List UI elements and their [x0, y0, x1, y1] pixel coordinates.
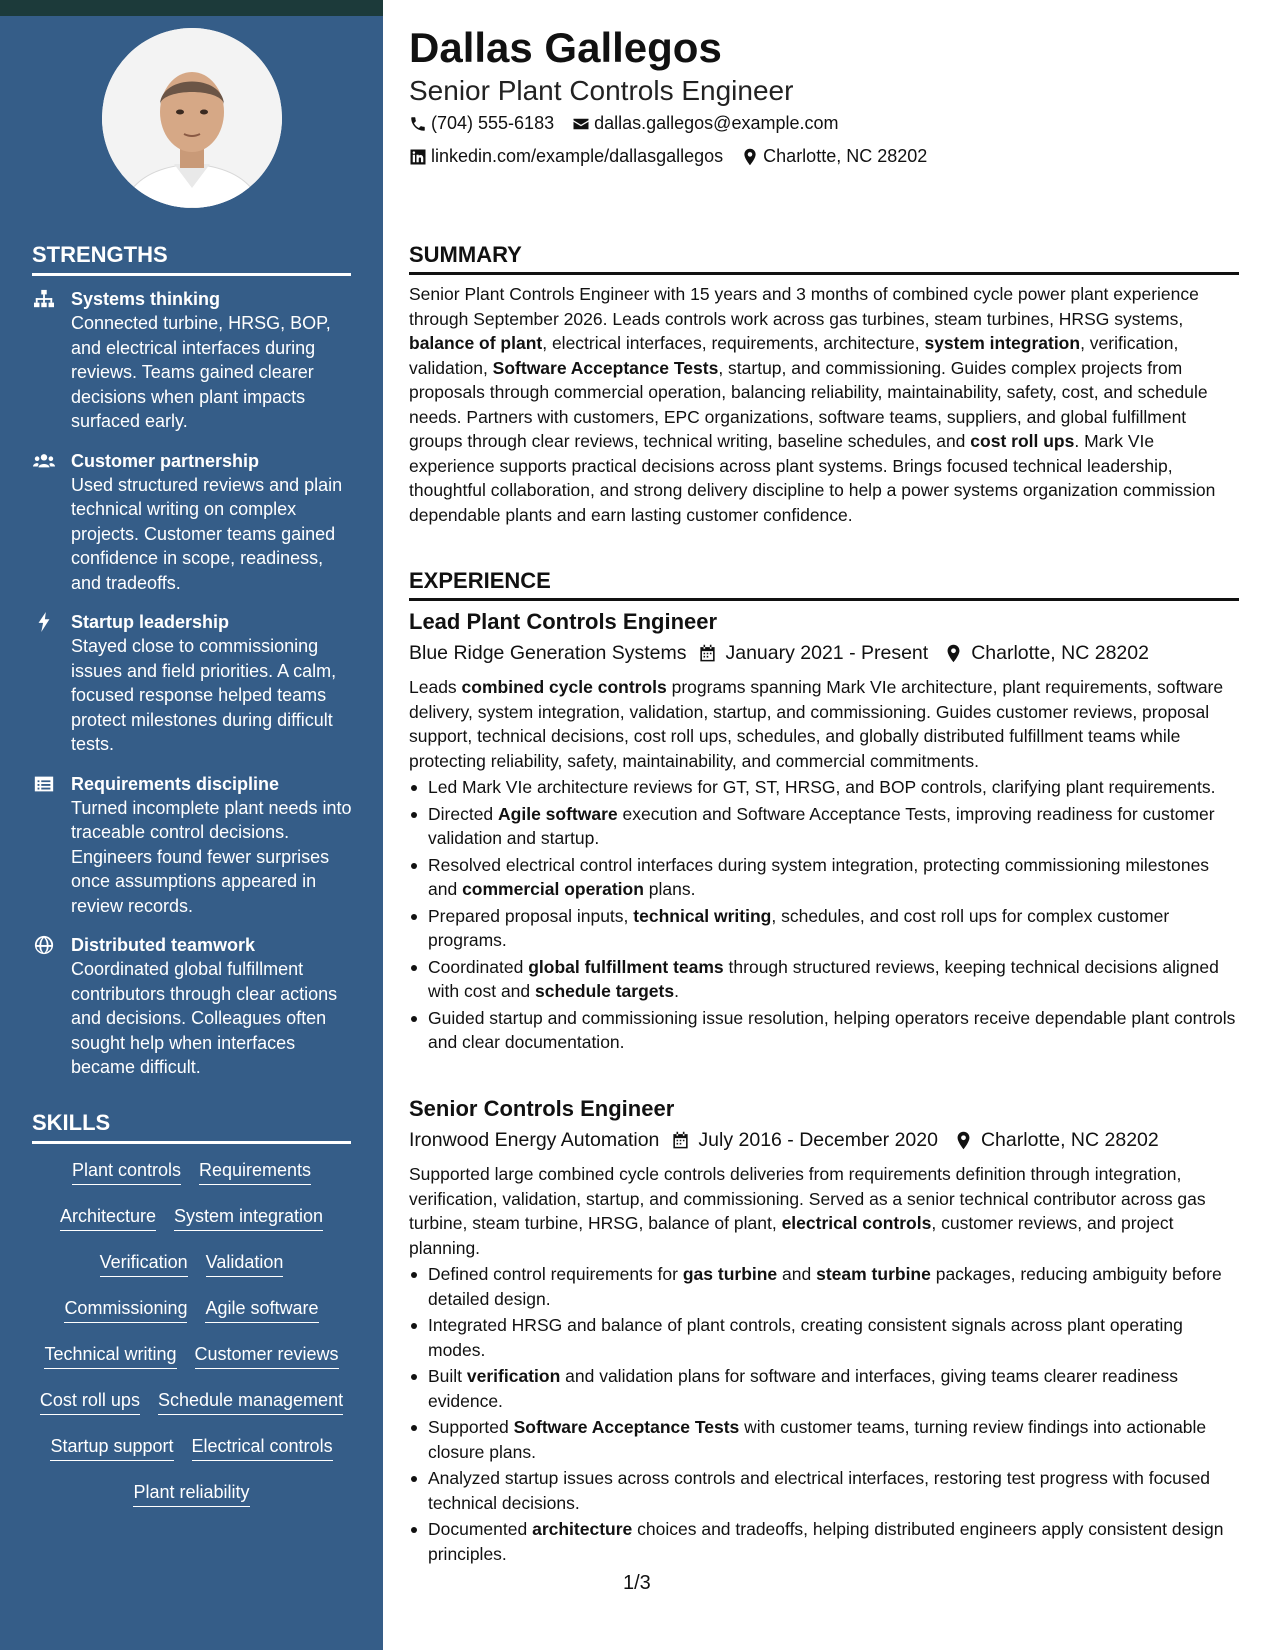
- job-dates: January 2021 - Present: [725, 642, 929, 664]
- skill-tag: Technical writing: [44, 1342, 176, 1369]
- job-description: Leads combined cycle controls programs spanning Mark VIe architecture, plant requirements, software delivery, system integration, validation, startup, and commissioning. Guides customer reviews, proposal support, technical decisions, cost roll ups, schedules, and globally distributed fulfillment teams while protecting reliability, safety, maintainability, and commercial commitments.: [409, 677, 1224, 771]
- bold-phrase: Software Acceptance Tests: [492, 357, 719, 378]
- bold-phrase: technical writing: [633, 905, 772, 926]
- contact-row: [409, 146, 945, 167]
- strength-title: Startup leadership: [71, 612, 230, 632]
- company-name: Ironwood Energy Automation: [409, 1129, 660, 1151]
- job-bullets: [409, 1262, 1239, 1566]
- job-bullet: Coordinated global fulfillment teams through structured reviews, keeping technical decisions aligned with cost and schedule targets.: [409, 955, 1239, 1004]
- job-location: Charlotte, NC 28202: [971, 642, 1149, 664]
- candidate-name: Dallas Gallegos: [409, 24, 722, 71]
- summary-heading: SUMMARY: [409, 242, 1239, 275]
- page-number: 1/3: [623, 1572, 651, 1594]
- skill-tag: System integration: [174, 1204, 323, 1231]
- job-bullet: Defined control requirements for gas turbine and steam turbine packages, reducing ambiguity before detailed design.: [409, 1262, 1239, 1311]
- phone-number: (704) 555-6183: [431, 113, 555, 133]
- job-bullet: Supported Software Acceptance Tests with customer teams, turning review findings into actionable closure plans.: [409, 1415, 1239, 1464]
- skill-tag: Plant controls: [72, 1158, 181, 1185]
- job-bullet: Integrated HRSG and balance of plant controls, creating consistent signals across plant operating modes.: [409, 1313, 1239, 1362]
- bold-phrase: cost roll ups: [970, 431, 1075, 451]
- users-icon: [32, 451, 56, 471]
- job-meta: [409, 639, 1239, 667]
- job-bullet: Directed Agile software execution and Software Acceptance Tests, improving readiness for customer validation and startup.: [409, 802, 1239, 851]
- job-description: Supported large combined cycle controls deliveries from requirements definition through integration, verification, validation, startup, and commissioning. Served as a senior technical contributor across gas turbine, steam turbine, HRSG, balance of plant, electrical controls, customer reviews, and project planning.: [409, 1164, 1206, 1258]
- email-address: dallas.gallegos@example.com: [594, 113, 839, 133]
- experience-entry: [409, 1094, 1239, 1568]
- skill-tag: Agile software: [205, 1296, 318, 1323]
- company-name: Blue Ridge Generation Systems: [409, 642, 687, 664]
- experience-entry: [409, 607, 1239, 1057]
- experience-heading: EXPERIENCE: [409, 568, 1239, 601]
- job-bullet: Led Mark VIe architecture reviews for GT, ST, HRSG, and BOP controls, clarifying plant requirements.: [409, 775, 1239, 800]
- map-pin-icon: [944, 644, 963, 663]
- strength-item: [32, 287, 357, 434]
- bold-phrase: architecture: [532, 1519, 633, 1539]
- bold-phrase: global fulfillment teams: [528, 956, 724, 977]
- email-contact[interactable]: [572, 113, 838, 134]
- sitemap-icon: [32, 289, 56, 309]
- strengths-list: [32, 287, 357, 1095]
- avatar: [102, 28, 282, 208]
- summary-text: Senior Plant Controls Engineer with 15 years and 3 months of combined cycle power plant experience through September 2026. Leads controls work across gas turbines, steam turbines, HRSG systems, balance of plant, electrical interfaces, requirements, architecture, system integration, verification, validation, Software Acceptance Tests, startup, and commissioning. Guides complex projects from proposals through commercial operation, balancing reliability, maintainability, safety, cost, and schedule needs. Partners with customers, EPC organizations, software teams, suppliers, and global fulfillment groups through clear reviews, technical writing, baseline schedules, and cost roll ups. Mark VIe experience supports practical decisions across plant systems. Brings focused technical leadership, thoughtful collaboration, and strong delivery discipline to help a power systems organization commission dependable plants and earn lasting customer confidence.: [409, 284, 1216, 525]
- bold-phrase: system integration: [924, 333, 1081, 353]
- globe-icon: [32, 935, 56, 955]
- bold-phrase: gas turbine: [682, 1264, 778, 1284]
- bold-phrase: steam turbine: [816, 1264, 931, 1284]
- skill-tag: Architecture: [60, 1204, 156, 1231]
- strength-title: Distributed teamwork: [71, 935, 256, 955]
- sidebar-top-bar: [0, 0, 383, 16]
- job-dates: July 2016 - December 2020: [698, 1129, 938, 1151]
- bold-phrase: Software Acceptance Tests: [513, 1417, 740, 1437]
- strength-item: [32, 449, 357, 596]
- strength-description: Stayed close to commissioning issues and field priorities. A calm, focused response helped teams protect milestones during difficult tests.: [71, 636, 337, 754]
- linkedin-url: linkedin.com/example/dallasgallegos: [431, 146, 724, 166]
- skill-tag: Requirements: [199, 1158, 311, 1185]
- job-bullets: [409, 775, 1239, 1055]
- job-bullet: Guided startup and commissioning issue resolution, helping operators receive dependable plant controls and clear documentation.: [409, 1006, 1239, 1055]
- job-bullet: Documented architecture choices and tradeoffs, helping distributed engineers apply consistent design principles.: [409, 1517, 1239, 1566]
- bold-phrase: combined cycle controls: [461, 677, 667, 697]
- strength-description: Turned incomplete plant needs into traceable control decisions. Engineers found fewer surprises once assumptions appeared in review records.: [71, 797, 352, 916]
- bold-phrase: balance of plant: [409, 333, 543, 353]
- contact-row: [409, 113, 857, 134]
- job-role: Senior Controls Engineer: [409, 1096, 675, 1121]
- bold-phrase: verification: [466, 1366, 561, 1386]
- skill-tag: Customer reviews: [195, 1342, 339, 1369]
- map-pin-icon: [741, 148, 759, 166]
- strength-title: Customer partnership: [71, 450, 260, 471]
- skill-tag: Validation: [206, 1250, 284, 1277]
- candidate-title: Senior Plant Controls Engineer: [409, 75, 794, 106]
- skill-tag: Plant reliability: [133, 1480, 249, 1507]
- job-meta: [409, 1126, 1239, 1154]
- skills-heading: SKILLS: [32, 1110, 351, 1144]
- strength-description: Used structured reviews and plain technical writing on complex projects. Customer teams gained confidence in scope, readiness, and tradeoffs.: [71, 474, 343, 593]
- sidebar: [0, 0, 383, 1650]
- map-pin-icon: [954, 1131, 973, 1150]
- phone-icon: [409, 115, 427, 133]
- job-bullet: Built verification and validation plans for software and interfaces, giving teams clearer readiness evidence.: [409, 1364, 1239, 1413]
- calendar-icon: [671, 1131, 690, 1150]
- job-bullet: Analyzed startup issues across controls and electrical interfaces, restoring test progress with focused technical decisions.: [409, 1466, 1239, 1515]
- strength-item: [32, 610, 357, 757]
- calendar-icon: [698, 644, 717, 663]
- skill-tag: Cost roll ups: [40, 1388, 140, 1415]
- strength-item: [32, 933, 357, 1080]
- phone-contact[interactable]: [409, 113, 554, 134]
- profile-photo: [102, 28, 282, 208]
- bold-phrase: Agile software: [498, 803, 618, 824]
- strength-item: [32, 772, 357, 919]
- strength-description: Connected turbine, HRSG, BOP, and electrical interfaces during reviews. Teams gained clearer decisions when plant impacts surfaced early.: [71, 313, 331, 431]
- job-role: Lead Plant Controls Engineer: [409, 609, 718, 634]
- envelope-icon: [572, 115, 590, 133]
- skill-tag: Startup support: [50, 1434, 173, 1461]
- strength-title: Systems thinking: [71, 289, 221, 309]
- list-icon: [32, 774, 56, 794]
- job-bullet: Prepared proposal inputs, technical writing, schedules, and cost roll ups for complex customer programs.: [409, 904, 1239, 953]
- skill-tag: Schedule management: [158, 1388, 343, 1415]
- job-bullet: Resolved electrical control interfaces during system integration, protecting commissioning milestones and commercial operation plans.: [409, 853, 1239, 902]
- linkedin-icon: [409, 148, 427, 166]
- strength-title: Requirements discipline: [71, 773, 280, 794]
- strengths-heading: STRENGTHS: [32, 242, 351, 276]
- job-location: Charlotte, NC 28202: [980, 1129, 1159, 1151]
- bold-phrase: commercial operation: [462, 879, 644, 899]
- bold-phrase: schedule targets: [535, 981, 675, 1001]
- skills-list: [32, 1158, 351, 1526]
- bold-phrase: electrical controls: [781, 1213, 932, 1233]
- location-contact: [741, 146, 927, 167]
- strength-description: Coordinated global fulfillment contributors through clear actions and decisions. Colleagues often sought help when interfaces became difficult.: [71, 959, 338, 1077]
- skill-tag: Electrical controls: [192, 1434, 333, 1461]
- location-text: Charlotte, NC 28202: [763, 146, 928, 166]
- skill-tag: Commissioning: [64, 1296, 187, 1323]
- skill-tag: Verification: [100, 1250, 188, 1277]
- bolt-icon: [32, 612, 56, 632]
- linkedin-contact[interactable]: [409, 146, 723, 167]
